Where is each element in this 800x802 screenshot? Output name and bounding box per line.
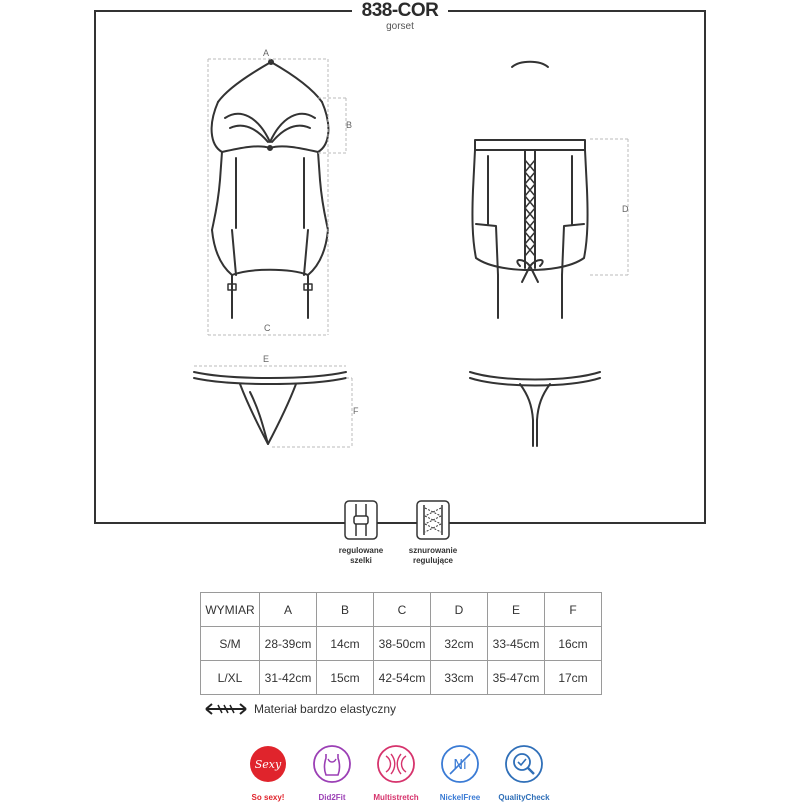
header-cell: E bbox=[488, 593, 545, 627]
value-cell: 42-54cm bbox=[374, 661, 431, 695]
feature-label-line2: regulujące bbox=[412, 556, 453, 565]
dimension-label-b: B bbox=[346, 120, 353, 130]
elastic-material-note bbox=[204, 702, 396, 716]
dimension-label-d: D bbox=[622, 204, 629, 214]
table-row bbox=[201, 661, 602, 695]
did2fit-icon bbox=[312, 744, 352, 784]
dimension-label-c: C bbox=[264, 323, 271, 333]
badge-qualitycheck bbox=[492, 744, 556, 802]
header-cell: F bbox=[545, 593, 602, 627]
dimension-label-a: A bbox=[263, 48, 270, 58]
dimension-label-f: F bbox=[353, 406, 359, 416]
size-table-header-row bbox=[201, 593, 602, 627]
value-cell: 16cm bbox=[545, 627, 602, 661]
badge-label: Multistretch bbox=[373, 793, 419, 802]
svg-text:Ni: Ni bbox=[453, 758, 467, 773]
badge-label: NickelFree bbox=[439, 793, 481, 802]
value-cell: 17cm bbox=[545, 661, 602, 695]
badge-label: Did2Fit bbox=[318, 793, 346, 802]
note-text: Materiał bardzo elastyczny bbox=[254, 702, 397, 716]
qualitycheck-icon bbox=[504, 744, 544, 784]
feature-label-line1: regulowane bbox=[338, 546, 384, 555]
so-sexy-icon bbox=[248, 744, 288, 784]
size-cell: S/M bbox=[201, 627, 260, 661]
thong-back-drawing bbox=[470, 372, 600, 446]
lace-up-icon bbox=[416, 500, 450, 540]
product-type-subtitle: gorset bbox=[386, 21, 414, 32]
corset-front-drawing bbox=[212, 60, 329, 318]
dimension-label-e: E bbox=[263, 354, 270, 364]
value-cell: 14cm bbox=[317, 627, 374, 661]
multistretch-icon bbox=[376, 744, 416, 784]
corset-back-drawing bbox=[472, 62, 587, 318]
feature-lace-up bbox=[388, 546, 478, 566]
badge-nickelfree bbox=[428, 744, 492, 802]
header-cell: D bbox=[431, 593, 488, 627]
badge-label: QualityCheck bbox=[498, 793, 550, 802]
size-cell: L/XL bbox=[201, 661, 260, 695]
product-code-title: 838-COR bbox=[0, 0, 800, 22]
table-row bbox=[201, 627, 602, 661]
adjustable-straps-icon bbox=[344, 500, 378, 540]
badge-label: So sexy! bbox=[251, 793, 285, 802]
value-cell: 35-47cm bbox=[488, 661, 545, 695]
value-cell: 38-50cm bbox=[374, 627, 431, 661]
thong-front-drawing bbox=[194, 372, 346, 444]
value-cell: 32cm bbox=[431, 627, 488, 661]
value-cell: 15cm bbox=[317, 661, 374, 695]
size-table bbox=[200, 592, 602, 695]
value-cell: 33-45cm bbox=[488, 627, 545, 661]
value-cell: 28-39cm bbox=[260, 627, 317, 661]
header-cell: WYMIAR bbox=[201, 593, 260, 627]
nickelfree-icon bbox=[440, 744, 480, 784]
header-cell: A bbox=[260, 593, 317, 627]
badge-did2fit bbox=[300, 744, 364, 802]
header-cell: B bbox=[317, 593, 374, 627]
feature-label-line2: szelki bbox=[350, 556, 372, 565]
stretch-arrows-icon bbox=[204, 703, 248, 715]
badge-multistretch bbox=[364, 744, 428, 802]
header-cell: C bbox=[374, 593, 431, 627]
feature-label-line1: sznurowanie bbox=[408, 546, 458, 555]
value-cell: 31-42cm bbox=[260, 661, 317, 695]
badge-so-sexy bbox=[236, 744, 300, 802]
value-cell: 33cm bbox=[431, 661, 488, 695]
svg-text:Sexy: Sexy bbox=[254, 758, 282, 771]
